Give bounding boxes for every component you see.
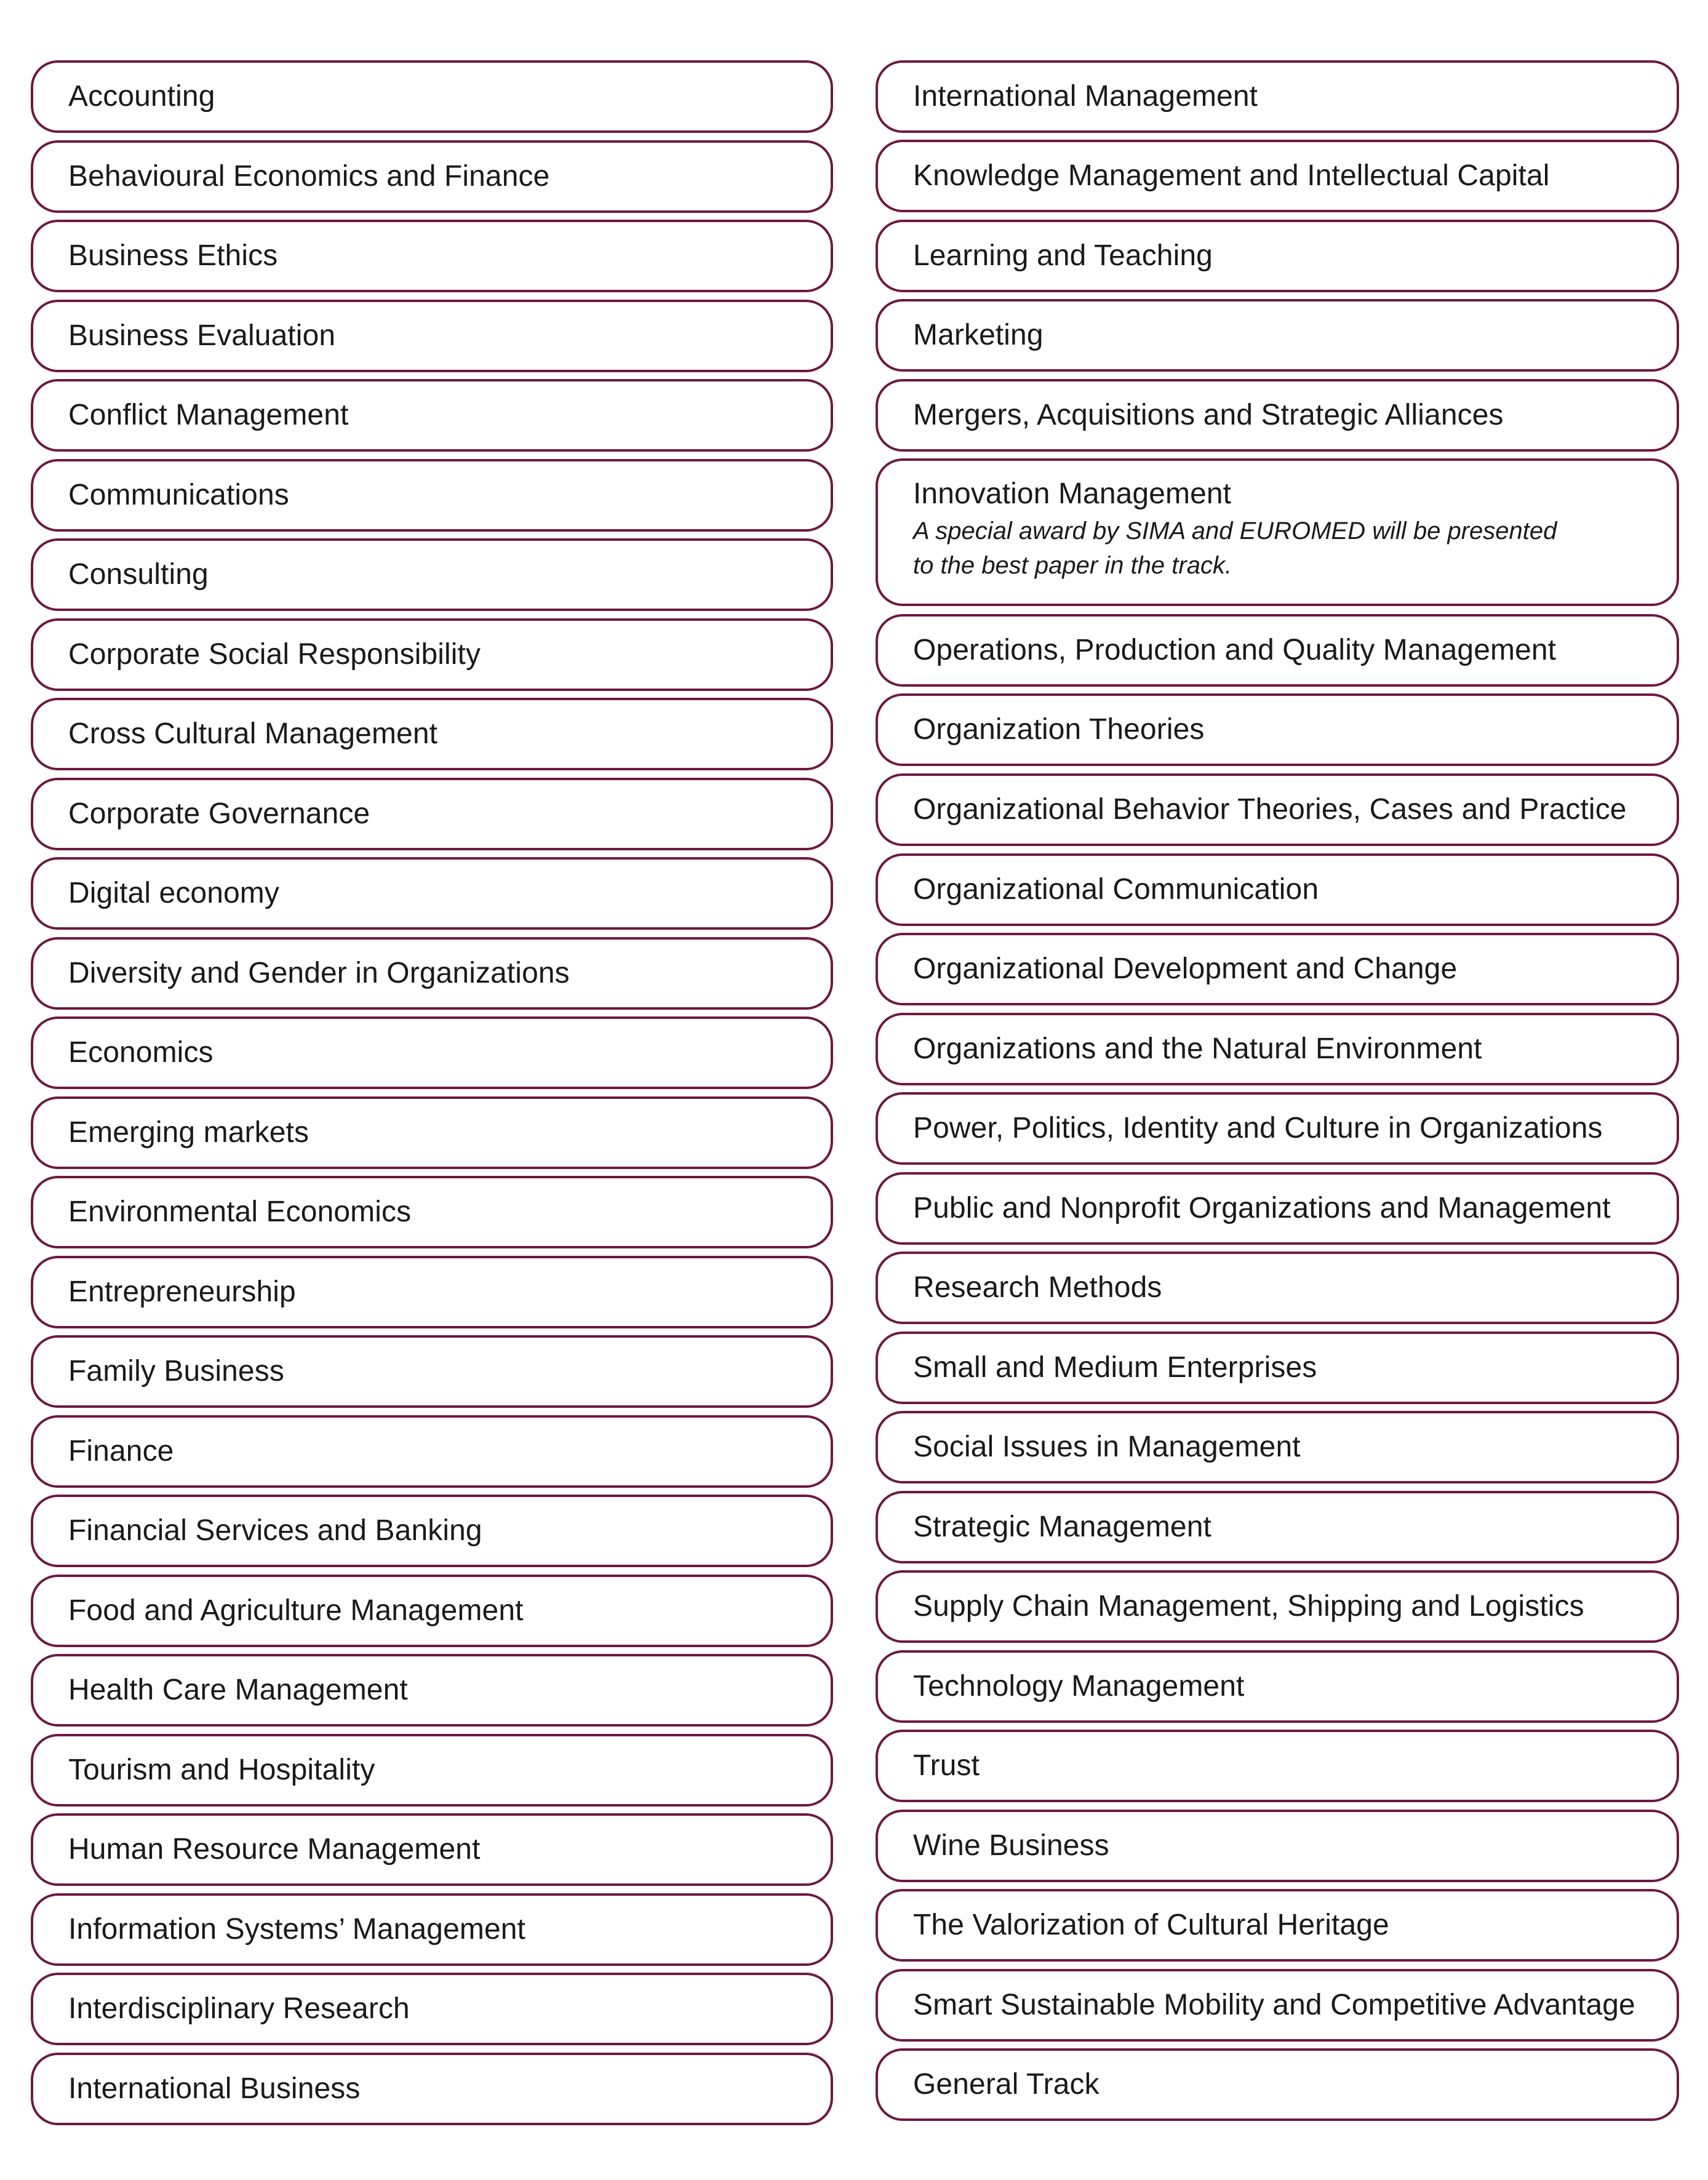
track-family-business[interactable] [31, 1335, 833, 1408]
track-label: Technology Management [913, 1670, 1245, 1703]
track-finance[interactable] [31, 1415, 833, 1488]
track-label: Research Methods [913, 1271, 1162, 1304]
track-label: Entrepreneurship [68, 1276, 296, 1308]
track-economics[interactable] [31, 1016, 833, 1089]
track-marketing[interactable] [876, 299, 1679, 372]
track-label: Strategic Management [913, 1511, 1211, 1543]
track-human-resource-management[interactable] [31, 1813, 833, 1886]
track-label: Marketing [913, 319, 1044, 351]
track-label: Cross Cultural Management [68, 717, 438, 750]
track-technology-management[interactable] [876, 1650, 1679, 1723]
track-label: Knowledge Management and Intellectual Capital [913, 159, 1550, 192]
track-label: Behavioural Economics and Finance [68, 160, 550, 193]
track-digital-economy[interactable] [31, 857, 833, 930]
track-organization-theories[interactable] [876, 693, 1679, 766]
track-label: Organization Theories [913, 713, 1205, 746]
track-knowledge-management-and-intellectual-capital[interactable] [876, 140, 1679, 212]
track-label: General Track [913, 2068, 1099, 2101]
track-research-methods[interactable] [876, 1252, 1679, 1324]
track-label: Organizational Behavior Theories, Cases and Practice [913, 793, 1627, 826]
track-organizational-communication[interactable] [876, 853, 1679, 926]
track-label: Environmental Economics [68, 1196, 412, 1228]
track-learning-and-teaching[interactable] [876, 220, 1679, 292]
track-tourism-and-hospitality[interactable] [31, 1734, 833, 1807]
track-accounting[interactable] [31, 60, 833, 133]
track-innovation-management[interactable] [876, 458, 1679, 606]
track-label: Financial Services and Banking [68, 1514, 482, 1547]
track-label: Public and Nonprofit Organizations and Management [913, 1192, 1611, 1224]
track-label: Food and Agriculture Management [68, 1594, 524, 1627]
track-label: Innovation Management [913, 477, 1232, 510]
track-label: Business Ethics [68, 239, 278, 272]
track-international-business[interactable] [31, 2053, 833, 2125]
track-wine-business[interactable] [876, 1810, 1679, 1882]
track-label: Trust [913, 1749, 980, 1782]
track-strategic-management[interactable] [876, 1491, 1679, 1563]
track-international-management[interactable] [876, 60, 1679, 133]
track-award-note: A special award by SIMA and EUROMED will be presented to the best paper in the track. [913, 517, 1557, 579]
track-label: Mergers, Acquisitions and Strategic Alliances [913, 399, 1504, 431]
track-emerging-markets[interactable] [31, 1096, 833, 1169]
track-label: Economics [68, 1036, 214, 1069]
track-environmental-economics[interactable] [31, 1176, 833, 1248]
track-label: Human Resource Management [68, 1833, 481, 1866]
track-organizational-behavior-theories-cases-and-practice[interactable] [876, 773, 1679, 846]
track-label: Wine Business [913, 1829, 1109, 1862]
track-label: Corporate Governance [68, 797, 370, 830]
track-label: Social Issues in Management [913, 1431, 1301, 1463]
track-consulting[interactable] [31, 538, 833, 611]
track-financial-services-and-banking[interactable] [31, 1495, 833, 1567]
track-label: Tourism and Hospitality [68, 1754, 375, 1786]
track-label: Conflict Management [68, 399, 349, 431]
track-label: Organizational Communication [913, 873, 1319, 906]
track-label: Learning and Teaching [913, 239, 1213, 272]
track-label: Digital economy [68, 877, 279, 909]
track-business-ethics[interactable] [31, 220, 833, 292]
track-label: Finance [68, 1435, 174, 1467]
track-information-systems-management[interactable] [31, 1893, 833, 1966]
track-label: The Valorization of Cultural Heritage [913, 1909, 1389, 1941]
track-behavioural-economics-and-finance[interactable] [31, 140, 833, 213]
track-label: Supply Chain Management, Shipping and Logistics [913, 1590, 1584, 1623]
track-label: Corporate Social Responsibility [68, 638, 481, 671]
track-entrepreneurship[interactable] [31, 1256, 833, 1328]
track-food-and-agriculture-management[interactable] [31, 1575, 833, 1647]
track-label: International Business [68, 2072, 361, 2105]
track-label: Smart Sustainable Mobility and Competitive Advantage [913, 1989, 1635, 2021]
track-trust[interactable] [876, 1730, 1679, 1802]
track-diversity-and-gender-in-organizations[interactable] [31, 937, 833, 1010]
track-interdisciplinary-research[interactable] [31, 1973, 833, 2045]
track-label: Small and Medium Enterprises [913, 1351, 1317, 1384]
track-health-care-management[interactable] [31, 1654, 833, 1727]
track-cross-cultural-management[interactable] [31, 698, 833, 770]
track-social-issues-in-management[interactable] [876, 1411, 1679, 1483]
track-organizations-and-the-natural-environment[interactable] [876, 1013, 1679, 1085]
track-small-and-medium-enterprises[interactable] [876, 1332, 1679, 1404]
track-label: Organizations and the Natural Environment [913, 1032, 1482, 1065]
track-label: Health Care Management [68, 1674, 408, 1706]
track-communications[interactable] [31, 459, 833, 532]
track-public-and-nonprofit-organizations-and-management[interactable] [876, 1172, 1679, 1245]
track-corporate-governance[interactable] [31, 778, 833, 850]
track-general-track[interactable] [876, 2048, 1679, 2121]
track-smart-sustainable-mobility-and-competitive-advantage[interactable] [876, 1969, 1679, 2042]
track-supply-chain-management-shipping-and-logistics[interactable] [876, 1570, 1679, 1643]
track-label: Diversity and Gender in Organizations [68, 957, 570, 989]
track-label: Information Systems’ Management [68, 1913, 525, 1946]
track-label: Interdisciplinary Research [68, 1992, 410, 2025]
track-power-politics-identity-and-culture-in-organizations[interactable] [876, 1092, 1679, 1165]
track-label: Consulting [68, 558, 209, 591]
track-label: Operations, Production and Quality Management [913, 634, 1557, 666]
track-corporate-social-responsibility[interactable] [31, 618, 833, 691]
track-label: Business Evaluation [68, 319, 336, 352]
track-label: Organizational Development and Change [913, 952, 1458, 985]
track-label: Power, Politics, Identity and Culture in Organizations [913, 1112, 1603, 1144]
track-label: International Management [913, 80, 1258, 113]
track-label: Family Business [68, 1355, 284, 1387]
track-label: Communications [68, 479, 289, 511]
track-label: Accounting [68, 80, 215, 113]
track-label: Emerging markets [68, 1116, 309, 1149]
track-the-valorization-of-cultural-heritage[interactable] [876, 1889, 1679, 1962]
track-mergers-acquisitions-and-strategic-alliances[interactable] [876, 379, 1679, 452]
track-organizational-development-and-change[interactable] [876, 933, 1679, 1005]
track-business-evaluation[interactable] [31, 300, 833, 372]
track-conflict-management[interactable] [31, 379, 833, 452]
track-operations-production-and-quality-management[interactable] [876, 614, 1679, 687]
